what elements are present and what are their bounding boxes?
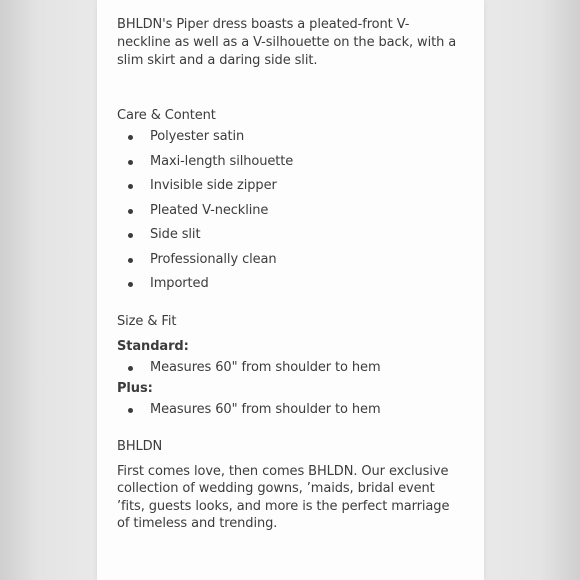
product-details-content	[117, 16, 457, 533]
bullet-icon	[128, 209, 133, 214]
list-item	[117, 199, 457, 224]
list-item	[117, 125, 457, 150]
bullet-icon	[128, 184, 133, 189]
brand-description: First comes love, then comes BHLDN. Our exclusive collection of wedding gowns, ’maids, bridal event ’fits, guests looks, and more is the perfect marriage of timeless and trending.	[117, 463, 450, 531]
plus-size-list	[117, 398, 457, 423]
product-details-panel	[97, 0, 484, 580]
care-content-list	[117, 125, 457, 297]
list-item	[117, 398, 457, 423]
product-description: BHLDN's Piper dress boasts a pleated-front V-neckline as well as a V-silhouette on the back, with a slim skirt and a daring side slit.	[117, 17, 457, 68]
bullet-icon	[128, 282, 133, 287]
bullet-icon	[128, 233, 133, 238]
bullet-icon	[128, 135, 133, 140]
plus-measure-text: Measures 60" from shoulder to hem	[150, 402, 381, 417]
care-item-text: Maxi-length silhouette	[150, 153, 294, 169]
bullet-icon	[128, 160, 133, 165]
brand-heading: BHLDN	[117, 438, 163, 454]
bullet-icon	[128, 258, 133, 263]
plus-size-label: Plus:	[117, 381, 153, 396]
list-item	[117, 272, 457, 297]
list-item	[117, 174, 457, 199]
size-fit-heading: Size & Fit	[117, 313, 177, 329]
list-item	[117, 150, 457, 175]
care-item-text: Polyester satin	[150, 129, 245, 144]
standard-measure-text: Measures 60" from shoulder to hem	[150, 359, 381, 375]
standard-size-label: Standard:	[117, 338, 189, 354]
list-item	[117, 223, 457, 248]
care-item-text: Invisible side zipper	[150, 178, 277, 193]
care-item-text: Side slit	[150, 227, 201, 242]
care-item-text: Imported	[150, 276, 209, 291]
care-content-heading: Care & Content	[117, 108, 216, 123]
care-item-text: Professionally clean	[150, 251, 277, 267]
list-item	[117, 248, 457, 273]
bullet-icon	[128, 408, 133, 413]
standard-size-list	[117, 356, 457, 381]
bullet-icon	[128, 366, 133, 371]
list-item	[117, 356, 457, 381]
care-item-text: Pleated V-neckline	[150, 202, 269, 218]
